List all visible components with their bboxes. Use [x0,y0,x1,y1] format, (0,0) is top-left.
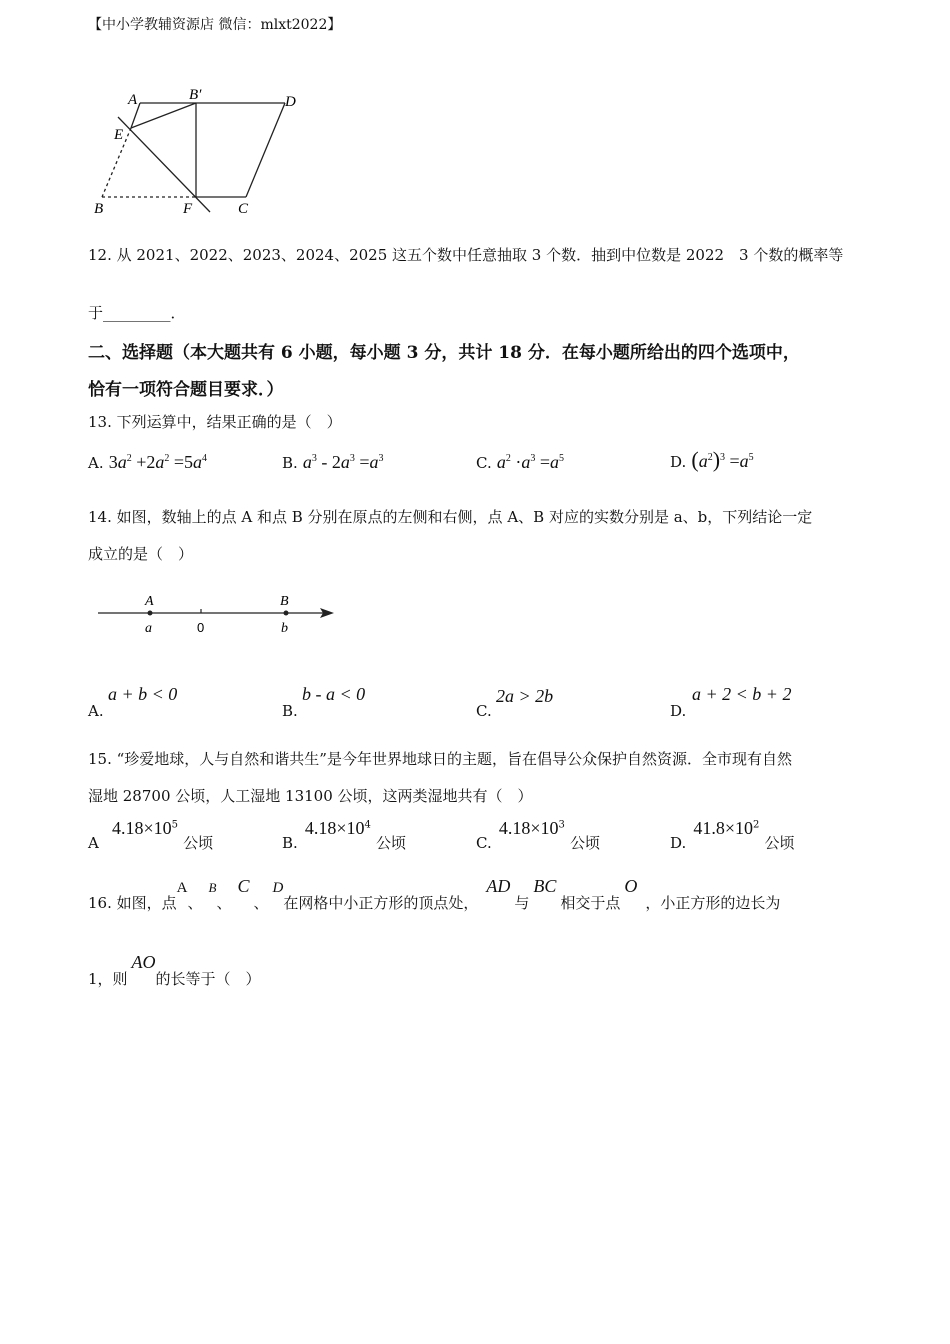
point-a-dot [148,611,153,616]
label-D: D [285,94,296,110]
axis-label-A: A [145,594,154,609]
q14-option-b-label[interactable]: B. [282,702,298,720]
q13-option-d[interactable]: D. $(a^2)^3 =a^5$ [670,447,754,472]
axis-label-b: b [281,621,288,636]
q16-line1: 16. 如图，点A、B、C、D在网格中小正方形的顶点处，AD与BC相交于点O，小正方形的边长为 [88,876,781,912]
q12-line1: 12. 从 2021、2022、2023、2024、2025 这五个数中任意抽取 3 个数．抽到中位数是 2022 3 个数的概率等 [88,246,844,264]
q15-option-d[interactable]: D. $41.8\times 10^2$ 公顷 [670,818,795,852]
number-line [88,588,348,638]
section2-line2: 恰有一项符合题目要求．） [88,380,284,400]
q13-option-a[interactable]: A. $3a^2 +2a^2 =5a^4$ [88,452,208,472]
header-text: 【中小学教辅资源店 微信：mlxt2022】 [88,17,342,33]
q13-option-c[interactable]: C. $a^2 \cdot a^3 =a^5$ [476,452,564,472]
label-A: A [128,92,138,108]
q14-option-c-label[interactable]: C. [476,702,492,720]
point-b-dot [284,611,289,616]
q15-option-b[interactable]: B. $4.18\times 10^4$ 公顷 [282,818,407,852]
q13-option-b[interactable]: B. $a^3 - 2a^3 =a^3$ [282,452,384,472]
q14-option-a-label[interactable]: A. [88,702,104,720]
label-E: E [114,127,124,143]
label-C: C [238,201,249,217]
q15-line2: 湿地 28700 公顷，人工湿地 13100 公顷，这两类湿地共有（ ） [88,787,533,805]
q14-option-a-expr: a + b < 0 [108,684,178,704]
segment-DC [246,103,285,197]
q16-line2: 1，则AO的长等于（ ） [88,952,261,988]
section2-line1: 二、选择题（本大题共有 6 小题，每小题 3 分，共计 18 分．在每小题所给出的四个选项中， [88,343,800,363]
q14-option-d-expr: a + 2 < b + 2 [692,684,792,704]
label-Bp: B′ [189,87,202,103]
q14-stem-line2: 成立的是（ ） [88,545,194,563]
axis-label-B: B [280,594,289,609]
q13-stem: 13. 下列运算中，结果正确的是（ ） [88,413,342,431]
axis-label-zero: 0 [197,620,205,635]
q14-stem-line1: 14. 如图，数轴上的点 A 和点 B 分别在原点的左侧和右侧，点 A、B 对应的实数分别是 a、b，下列结论一定 [88,508,813,526]
q15-option-a[interactable]: A $4.18\times 10^5$ 公顷 [88,818,214,852]
q12-line2: 于_________． [88,304,186,322]
q14-option-c-expr: 2a > 2b [496,686,554,706]
label-B: B [94,201,104,217]
q15-option-c[interactable]: C. $4.18\times 10^3$ 公顷 [476,818,600,852]
axis-label-a: a [145,621,152,636]
q14-option-b-expr: b - a < 0 [302,684,366,704]
q15-line1: 15. “珍爱地球，人与自然和谐共生”是今年世界地球日的主题，旨在倡导公众保护自然资源．全市现有自然 [88,750,792,768]
parallelogram-figure [88,80,318,225]
label-F: F [183,201,193,217]
segment-EBp [131,103,196,128]
q14-option-d-label[interactable]: D. [670,702,687,720]
